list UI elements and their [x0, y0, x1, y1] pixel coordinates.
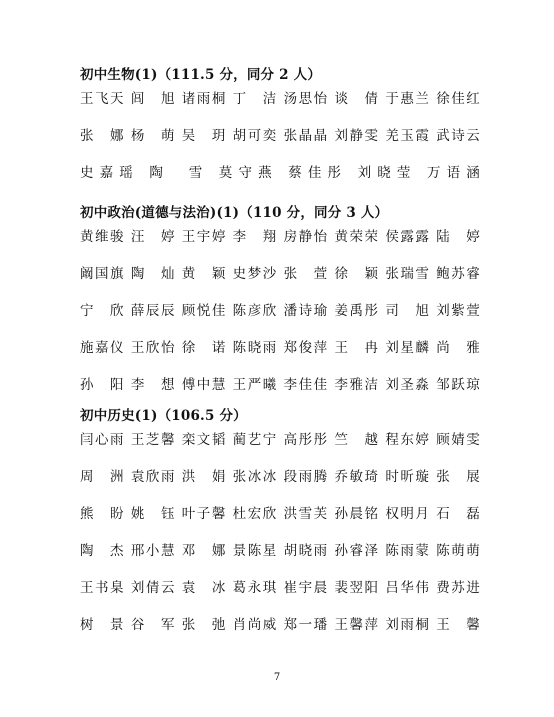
section-biology [80, 66, 480, 182]
name-line: 周 洲 袁欣雨 洪 娟 张冰冰 段雨腾 乔敏琦 时昕璇 张 展 [80, 469, 480, 485]
page-number: 7 [273, 672, 281, 683]
name-line: 张 娜 杨 萌 吴 玥 胡可奕 张晶晶 刘静雯 羌玉霞 武诗云 [80, 128, 480, 144]
section-politics [80, 204, 480, 394]
section-title: 初中政治(道德与法治)(1)（110 分，同分 3 人） [80, 205, 389, 221]
name-line: 陶 杰 邢小慧 邓 娜 景陈星 胡晓雨 孙睿泽 陈雨蒙 陈萌萌 [80, 543, 480, 559]
section-title: 初中生物(1)（111.5 分，同分 2 人） [80, 67, 322, 83]
section-title: 初中历史(1)（106.5 分） [80, 408, 247, 424]
section-history [80, 407, 480, 634]
name-line: 孙 阳 李 想 傅中慧 王严曦 李佳佳 李雅洁 刘圣淼 邹跃琼 [80, 377, 480, 393]
name-line: 王书臬 刘倩云 袁 冰 葛永琪 崔宇晨 裴翌阳 吕华伟 费苏进 [80, 580, 480, 596]
name-line: 树 景 谷 军 张 弛 肖尚威 郑一璠 王馨萍 刘雨桐 王 馨 [80, 617, 480, 633]
name-line: 施嘉仪 王欣怡 徐 诺 陈晓雨 郑俊萍 王 冉 刘星麟 尚 雅 [80, 340, 480, 356]
name-line: 宁 欣 薛辰辰 顾悦佳 陈彦欣 潘诗瑜 姜禹彤 司 旭 刘紫萱 [80, 303, 480, 319]
name-line: 阚国旗 陶 灿 黄 颖 史梦沙 张 萱 徐 颖 张瑞雪 鲍苏睿 [80, 266, 480, 282]
name-line: 黄维骏 汪 婷 王宇婷 李 翔 房静怡 黄荣荣 侯露露 陆 婷 [80, 229, 480, 245]
name-line: 闫心雨 王芝馨 栾文韬 蔺艺宁 高彤彤 竺 越 程东婷 顾婧雯 [80, 432, 480, 448]
name-line: 熊 盼 姚 钰 叶子馨 杜宏欣 洪雪芙 孙晨铭 权明月 石 磊 [80, 506, 480, 522]
name-line: 史嘉瑶 陶 雪 莫守燕 蔡佳彤 刘晓莹 万语涵 [80, 165, 480, 181]
name-line: 王飞天 闾 旭 诸雨桐 丁 洁 汤思怡 谈 倩 于惠兰 徐佳红 [80, 91, 480, 107]
